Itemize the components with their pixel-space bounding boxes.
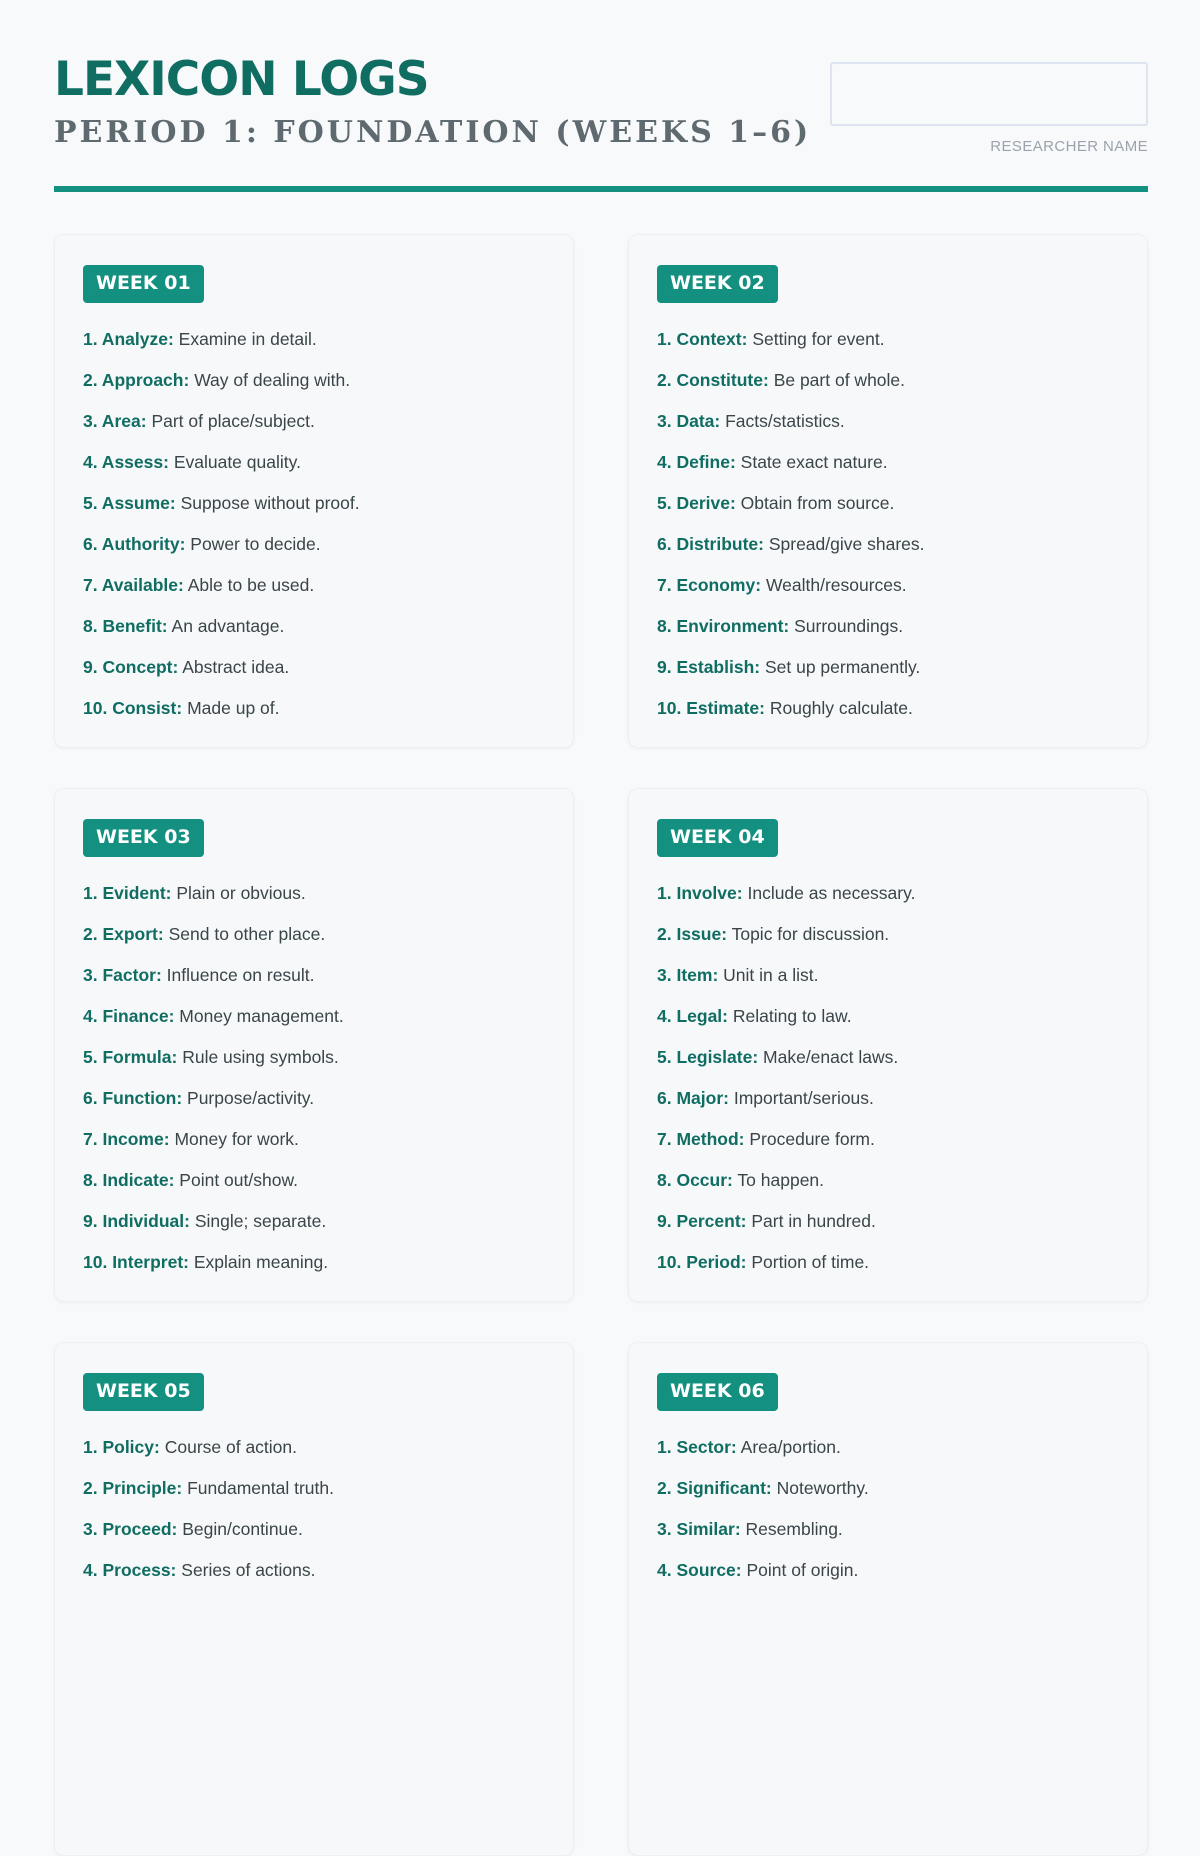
term-item <box>83 524 545 565</box>
term-definition: Send to other place. <box>168 923 326 944</box>
term-definition: Be part of whole. <box>773 369 906 390</box>
term-item <box>657 955 1119 996</box>
term-word: 10. Consist: <box>83 697 183 718</box>
term-word: 2. Export: <box>83 923 164 944</box>
term-definition: Resembling. <box>745 1518 843 1539</box>
term-item <box>657 688 1119 729</box>
term-definition: To happen. <box>737 1169 825 1190</box>
term-word: 2. Constitute: <box>657 369 769 390</box>
term-item <box>657 1550 1119 1591</box>
term-item <box>657 401 1119 442</box>
term-item <box>657 565 1119 606</box>
term-definition: Topic for discussion. <box>731 923 890 944</box>
term-word: 3. Item: <box>657 964 719 985</box>
term-definition: Rule using symbols. <box>182 1046 339 1067</box>
term-definition: Unit in a list. <box>723 964 819 985</box>
term-definition: Course of action. <box>164 1436 298 1457</box>
term-definition: Set up permanently. <box>764 656 921 677</box>
term-item <box>83 1509 545 1550</box>
term-item <box>657 914 1119 955</box>
week-badge: WEEK 01 <box>83 265 204 303</box>
term-item <box>657 873 1119 914</box>
term-definition: Abstract idea. <box>182 656 290 677</box>
term-word: 9. Individual: <box>83 1210 190 1231</box>
week-card <box>628 1342 1148 1856</box>
term-item <box>657 1509 1119 1550</box>
page-header <box>54 0 1148 193</box>
term-item <box>83 873 545 914</box>
term-item <box>83 401 545 442</box>
term-definition: Money for work. <box>174 1128 299 1149</box>
lexicon-page <box>54 0 1148 1580</box>
term-definition: Roughly calculate. <box>769 697 913 718</box>
term-item <box>83 1119 545 1160</box>
term-definition: Single; separate. <box>194 1210 327 1231</box>
term-item <box>83 319 545 360</box>
term-word: 7. Income: <box>83 1128 170 1149</box>
term-list <box>657 319 1119 729</box>
term-definition: Surroundings. <box>794 615 904 636</box>
page-subtitle: PERIOD 1: FOUNDATION (WEEKS 1–6) <box>54 115 812 150</box>
term-word: 3. Similar: <box>657 1518 741 1539</box>
researcher-name-label: RESEARCHER NAME <box>990 138 1148 155</box>
term-item <box>83 1427 545 1468</box>
term-word: 4. Finance: <box>83 1005 175 1026</box>
term-item <box>83 1037 545 1078</box>
term-word: 4. Legal: <box>657 1005 728 1026</box>
term-word: 5. Assume: <box>83 492 176 513</box>
week-card <box>54 788 574 1302</box>
term-definition: Spread/give shares. <box>768 533 925 554</box>
header-divider <box>54 186 1148 192</box>
term-word: 8. Indicate: <box>83 1169 175 1190</box>
week-card <box>54 234 574 748</box>
term-item <box>83 565 545 606</box>
term-definition: State exact nature. <box>740 451 888 472</box>
term-word: 3. Factor: <box>83 964 162 985</box>
term-word: 2. Principle: <box>83 1477 183 1498</box>
term-item <box>657 319 1119 360</box>
term-definition: Suppose without proof. <box>180 492 360 513</box>
term-list <box>83 1427 545 1591</box>
week-card <box>628 234 1148 748</box>
term-definition: Procedure form. <box>749 1128 875 1149</box>
term-item <box>657 647 1119 688</box>
term-definition: Relating to law. <box>732 1005 852 1026</box>
term-item <box>83 1242 545 1283</box>
page-title: LEXICON LOGS <box>54 52 429 107</box>
term-word: 2. Significant: <box>657 1477 772 1498</box>
term-item <box>83 1201 545 1242</box>
term-definition: Fundamental truth. <box>187 1477 334 1498</box>
term-item <box>83 914 545 955</box>
term-word: 9. Establish: <box>657 656 761 677</box>
term-definition: Portion of time. <box>751 1251 870 1272</box>
term-word: 1. Analyze: <box>83 328 174 349</box>
term-item <box>657 1160 1119 1201</box>
term-word: 5. Legislate: <box>657 1046 759 1067</box>
term-definition: Power to decide. <box>190 533 321 554</box>
term-item <box>83 606 545 647</box>
term-definition: Noteworthy. <box>776 1477 869 1498</box>
term-definition: Point of origin. <box>746 1559 859 1580</box>
term-item <box>83 1078 545 1119</box>
term-word: 8. Environment: <box>657 615 790 636</box>
term-definition: Part of place/subject. <box>151 410 315 431</box>
term-item <box>657 442 1119 483</box>
term-definition: Obtain from source. <box>740 492 895 513</box>
term-item <box>657 1037 1119 1078</box>
term-list <box>657 1427 1119 1591</box>
term-item <box>657 1427 1119 1468</box>
term-word: 1. Policy: <box>83 1436 160 1457</box>
term-word: 2. Issue: <box>657 923 728 944</box>
term-definition: Area/portion. <box>740 1436 841 1457</box>
term-word: 7. Economy: <box>657 574 762 595</box>
term-item <box>83 1160 545 1201</box>
week-badge: WEEK 05 <box>83 1373 204 1411</box>
term-definition: Wealth/resources. <box>765 574 907 595</box>
term-definition: Examine in detail. <box>178 328 317 349</box>
term-definition: Important/serious. <box>733 1087 874 1108</box>
term-item <box>657 1119 1119 1160</box>
week-badge: WEEK 03 <box>83 819 204 857</box>
term-item <box>83 1468 545 1509</box>
term-word: 7. Available: <box>83 574 184 595</box>
term-item <box>83 360 545 401</box>
term-definition: Way of dealing with. <box>194 369 351 390</box>
term-definition: Make/enact laws. <box>763 1046 899 1067</box>
term-word: 9. Percent: <box>657 1210 747 1231</box>
term-item <box>657 483 1119 524</box>
term-word: 10. Interpret: <box>83 1251 189 1272</box>
term-word: 9. Concept: <box>83 656 179 677</box>
term-word: 8. Benefit: <box>83 615 168 636</box>
term-word: 6. Distribute: <box>657 533 764 554</box>
term-definition: Money management. <box>179 1005 344 1026</box>
term-item <box>657 524 1119 565</box>
term-word: 4. Define: <box>657 451 736 472</box>
term-definition: Series of actions. <box>181 1559 316 1580</box>
term-word: 6. Major: <box>657 1087 729 1108</box>
term-definition: Made up of. <box>187 697 280 718</box>
term-definition: An advantage. <box>171 615 285 636</box>
term-word: 4. Source: <box>657 1559 742 1580</box>
term-item <box>657 1078 1119 1119</box>
term-word: 6. Authority: <box>83 533 186 554</box>
term-word: 10. Period: <box>657 1251 747 1272</box>
term-word: 1. Context: <box>657 328 748 349</box>
term-list <box>657 873 1119 1283</box>
term-word: 10. Estimate: <box>657 697 765 718</box>
term-word: 2. Approach: <box>83 369 190 390</box>
term-item <box>657 1201 1119 1242</box>
term-definition: Influence on result. <box>166 964 315 985</box>
term-word: 6. Function: <box>83 1087 183 1108</box>
term-word: 3. Data: <box>657 410 721 431</box>
term-item <box>83 483 545 524</box>
term-definition: Facts/statistics. <box>725 410 845 431</box>
researcher-name-field[interactable] <box>830 62 1148 126</box>
term-word: 3. Area: <box>83 410 147 431</box>
term-definition: Plain or obvious. <box>176 882 306 903</box>
term-definition: Setting for event. <box>752 328 885 349</box>
term-word: 3. Proceed: <box>83 1518 178 1539</box>
term-definition: Part in hundred. <box>751 1210 876 1231</box>
term-definition: Explain meaning. <box>193 1251 329 1272</box>
term-definition: Include as necessary. <box>747 882 916 903</box>
week-badge: WEEK 04 <box>657 819 778 857</box>
term-definition: Able to be used. <box>187 574 315 595</box>
term-word: 5. Derive: <box>657 492 736 513</box>
term-word: 7. Method: <box>657 1128 745 1149</box>
term-definition: Point out/show. <box>179 1169 298 1190</box>
term-word: 1. Involve: <box>657 882 743 903</box>
weeks-grid <box>54 234 1148 1856</box>
term-definition: Begin/continue. <box>182 1518 303 1539</box>
term-word: 8. Occur: <box>657 1169 733 1190</box>
term-item <box>657 606 1119 647</box>
term-item <box>83 996 545 1037</box>
week-badge: WEEK 02 <box>657 265 778 303</box>
week-card <box>54 1342 574 1856</box>
term-item <box>83 688 545 729</box>
term-item <box>83 955 545 996</box>
term-item <box>83 442 545 483</box>
term-word: 5. Formula: <box>83 1046 178 1067</box>
term-item <box>657 1242 1119 1283</box>
term-definition: Purpose/activity. <box>187 1087 315 1108</box>
term-list <box>83 319 545 729</box>
term-item <box>83 1550 545 1591</box>
term-list <box>83 873 545 1283</box>
term-word: 4. Process: <box>83 1559 177 1580</box>
week-badge: WEEK 06 <box>657 1373 778 1411</box>
term-item <box>657 1468 1119 1509</box>
term-item <box>657 360 1119 401</box>
term-word: 1. Sector: <box>657 1436 737 1457</box>
term-word: 4. Assess: <box>83 451 169 472</box>
term-word: 1. Evident: <box>83 882 172 903</box>
term-item <box>657 996 1119 1037</box>
week-card <box>628 788 1148 1302</box>
term-definition: Evaluate quality. <box>173 451 301 472</box>
term-item <box>83 647 545 688</box>
